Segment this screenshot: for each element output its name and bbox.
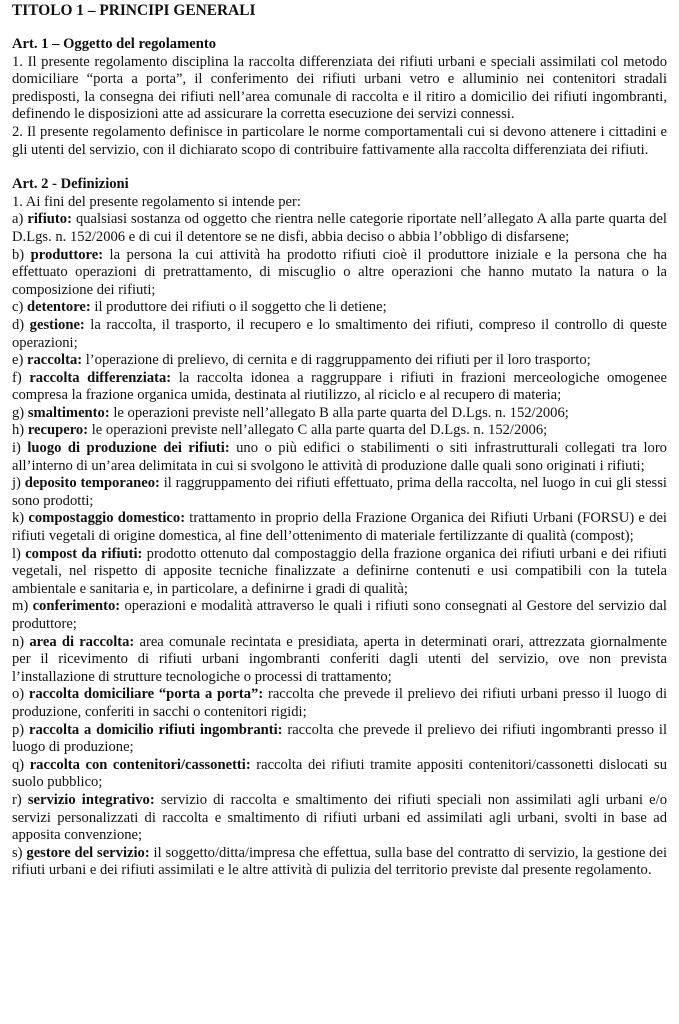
definition-letter: f) (12, 369, 30, 386)
definition-item (12, 440, 667, 475)
document-title: TITOLO 1 – PRINCIPI GENERALI (12, 2, 256, 19)
definition-term: smaltimento: (27, 404, 110, 421)
definition-item (12, 598, 667, 633)
definition-item (12, 299, 667, 317)
definition-letter: k) (12, 510, 29, 527)
definition-text: il raggruppamento dei rifiuti effettuato, prima della raccolta, nel luogo in cui gli stessi sono prodotti; (12, 475, 667, 509)
definition-letter: j) (12, 475, 25, 492)
definition-item (12, 546, 667, 599)
definition-text: il soggetto/ditta/impresa che effettua, sulla base del contratto di servizio, la gestione dei rifiuti urbani e dei rifiuti assimilati e le altre attività di pulizia del territorio previste dal presente regolamento. (12, 844, 667, 879)
definition-text: raccolta dei rifiuti tramite appositi contenitori/cassonetti dislocati su suolo pubblico; (12, 756, 667, 791)
article-1-paragraph-2: 2. Il presente regolamento definisce in particolare le norme comportamentali cui si devono attenere i cittadini e gli utenti del servizio, con il dichiarato scopo di contribuire fattivamente alla raccolta differenziata dei rifiuti. (12, 123, 667, 158)
definition-letter: m) (12, 598, 33, 615)
definition-term: conferimento: (32, 598, 121, 615)
definition-text: la raccolta, il trasporto, il recupero e lo smaltimento dei rifiuti, compreso il controllo di queste operazioni; (12, 316, 667, 351)
definition-letter: l) (12, 545, 26, 562)
definition-term: compostaggio domestico: (28, 510, 186, 527)
definition-term: recupero: (27, 422, 89, 439)
definition-letter: r) (12, 791, 28, 808)
definition-item (12, 757, 667, 792)
definition-text: l’operazione di prelievo, di cernita e di raggruppamento dei rifiuti per il loro trasporto; (82, 352, 591, 369)
definition-letter: d) (12, 316, 30, 333)
definition-text: servizio di raccolta e smaltimento dei rifiuti speciali non assimilati agli urbani e/o servizi personalizzati di raccolta e smaltimento di rifiuti urbani ed assimilati agli urbani, svolti in base ad apposita convenzione; (12, 791, 667, 844)
definition-term: raccolta a domicilio rifiuti ingombranti: (28, 721, 283, 738)
definition-text: la raccolta idonea a raggruppare i rifiuti in frazioni merceologiche omogenee compresa la frazione organica umida, destinata al riutilizzo, al riciclo e al recupero di materia; (12, 369, 667, 404)
definition-term: area di raccolta: (29, 633, 135, 650)
definition-text: uno o più edifici o stabilimenti o siti infrastrutturali collegati tra loro all’interno di un’area delimitata in cui si svolgono le attività di produzione dalle quali sono originati i rifiuti; (12, 440, 667, 474)
definition-letter: p) (12, 721, 29, 738)
definition-text: area comunale recintata e presidiata, aperta in determinati orari, attrezzata giornalmente per il ricevimento di rifiuti urbani ingombranti conferiti dagli utenti del servizio, ove non prevista l’installazione di strutture tecnologiche o processi di trattamento; (12, 633, 667, 685)
definition-letter: b) (12, 246, 31, 263)
definition-letter: i) (12, 440, 28, 457)
definition-term: produttore: (30, 246, 104, 263)
definition-letter: n) (12, 633, 30, 650)
definition-item (12, 352, 667, 370)
definition-letter: c) (12, 299, 27, 316)
definition-term: luogo di produzione dei rifiuti: (27, 440, 230, 457)
definition-letter: h) (12, 422, 28, 439)
definition-letter: o) (12, 686, 29, 703)
definition-text: raccolta che prevede il prelievo dei rifiuti ingombranti presso il luogo di produzione; (12, 721, 668, 756)
definition-item (12, 317, 667, 352)
definition-term: compost da rifiuti: (25, 545, 143, 562)
definition-term: raccolta domiciliare “porta a porta”: (28, 686, 264, 703)
definition-item (12, 475, 667, 510)
definition-term: servizio integrativo: (27, 791, 155, 808)
article-2 (12, 176, 667, 880)
definition-item (12, 722, 667, 757)
definition-item (12, 686, 667, 721)
definition-item (12, 422, 667, 440)
definition-text: il produttore dei rifiuti o il soggetto che li detiene; (90, 299, 387, 316)
definition-item (12, 370, 667, 405)
definition-item (12, 405, 667, 423)
definition-text: operazioni e modalità attraverso le quali i rifiuti sono consegnati al Gestore del servizio dal produttore; (12, 598, 667, 632)
article-1-heading: Art. 1 – Oggetto del regolamento (12, 36, 216, 52)
definition-letter: q) (12, 756, 30, 773)
article-2-intro: 1. Ai fini del presente regolamento si intende per: (12, 193, 301, 210)
definition-term: detentore: (27, 299, 91, 316)
definition-item (12, 247, 667, 300)
definition-text: le operazioni previste nell’allegato C alla parte quarta del D.Lgs. n. 152/2006; (88, 422, 548, 439)
definition-letter: a) (12, 211, 28, 228)
definition-letter: g) (12, 404, 28, 421)
definition-item (12, 845, 667, 880)
definition-item (12, 634, 667, 687)
definition-term: deposito temporaneo: (24, 475, 160, 492)
definition-term: gestore del servizio: (26, 844, 150, 861)
article-2-heading: Art. 2 - Definizioni (12, 176, 129, 193)
definition-letter: e) (12, 352, 27, 369)
definition-text: raccolta che prevede il prelievo dei rifiuti urbani presso il luogo di produzione, conferiti in sacchi o contenitori rigidi; (12, 686, 667, 720)
definition-item (12, 792, 667, 845)
definition-term: rifiuto: (27, 211, 72, 228)
definition-text: qualsiasi sostanza od oggetto che rientra nelle categorie riportate nell’allegato A alla parte quarta del D.Lgs. n. 152/2006 e di cui il detentore se ne disfi, abbia deciso o abbia l’obbligo di disfarsene; (12, 211, 667, 245)
definition-text: la persona la cui attività ha prodotto rifiuti cioè il produttore iniziale e la persona che ha effettuato operazioni di pretrattamento, di miscuglio o altre operazioni che hanno mutato la natura o la composizione dei rifiuti; (12, 246, 667, 298)
definitions-list (12, 211, 667, 880)
definition-term: raccolta differenziata: (29, 369, 172, 386)
article-1-paragraph-1: 1. Il presente regolamento disciplina la raccolta differenziata dei rifiuti urbani e speciali assimilati col metodo domiciliare “porta a porta”, il conferimento dei rifiuti urbani vetro e alluminio nei contenitori stradali predisposti, la consegna dei rifiuti nell’area comunale di raccolta e il ritiro a domicilio dei rifiuti ingombranti, definendo le disposizioni atte ad assicurare la corretta esecuzione dei servizi connessi. (12, 53, 667, 123)
definition-item (12, 510, 667, 545)
definition-term: raccolta con contenitori/cassonetti: (29, 756, 251, 773)
definition-text: le operazioni previste nell’allegato B alla parte quarta del D.Lgs. n. 152/2006; (109, 404, 569, 421)
definition-term: raccolta: (27, 352, 83, 369)
definition-text: prodotto ottenuto dal compostaggio della frazione organica dei rifiuti urbani e dei rifiuti vegetali, nel rispetto di apposite tecniche finalizzate a definirne contenuti e usi compatibili con la tutela ambientale e sanitaria e, in particolare, a definirne i gradi di qualità; (12, 545, 667, 597)
definition-item (12, 211, 667, 246)
article-1 (12, 36, 667, 159)
definition-letter: s) (12, 844, 27, 861)
definition-text: trattamento in proprio della Frazione Organica dei Rifiuti Urbani (FORSU) e dei rifiuti vegetali di origine domestica, al fine dell’ottenimento di materiale fertilizzante di qualità (compost); (12, 510, 667, 545)
definition-term: gestione: (29, 316, 85, 333)
